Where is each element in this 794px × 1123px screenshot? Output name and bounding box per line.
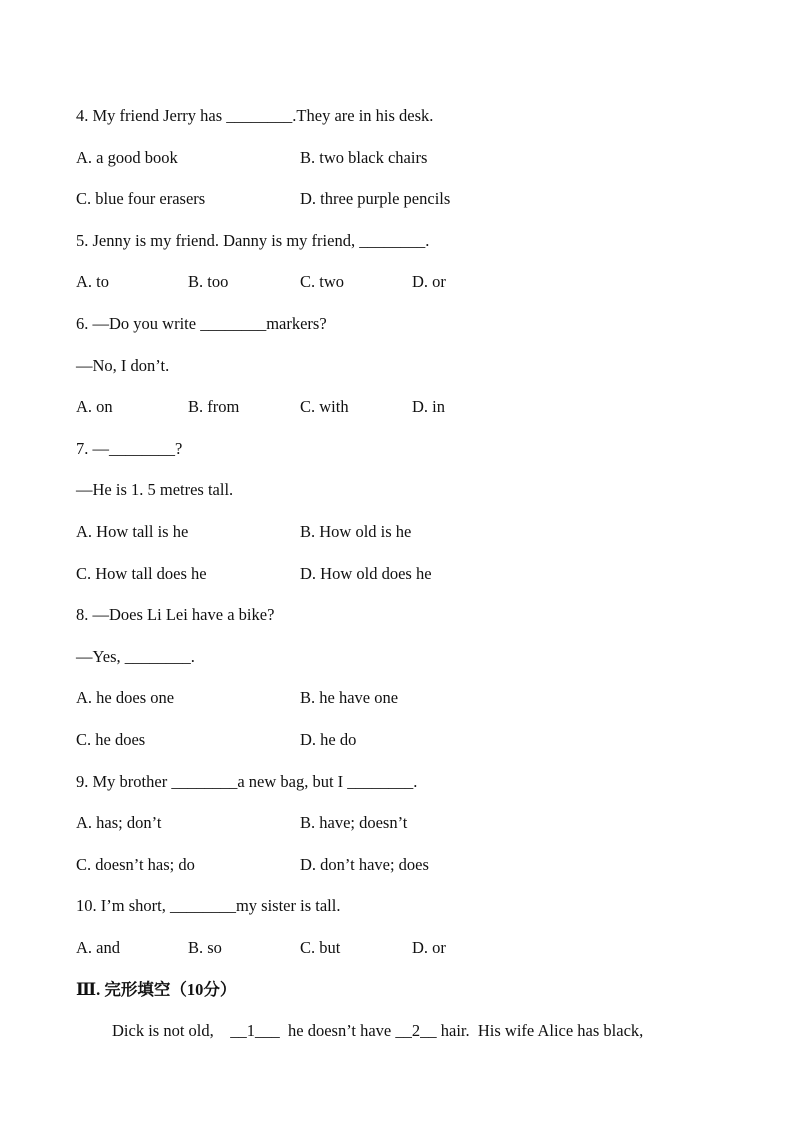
question-8-option-b: B. he have one bbox=[300, 688, 399, 707]
question-7-answer-line: —He is 1. 5 metres tall. bbox=[76, 480, 234, 499]
question-6-option-d: D. in bbox=[412, 397, 445, 416]
question-4-option-d: D. three purple pencils bbox=[300, 189, 451, 208]
question-8-option-c: C. he does bbox=[76, 730, 146, 749]
question-5-stem: 5. Jenny is my friend. Danny is my friend, ________. bbox=[76, 231, 430, 250]
question-6-option-c: C. with bbox=[300, 397, 349, 416]
question-9-stem: 9. My brother ________a new bag, but I ________. bbox=[76, 772, 418, 791]
question-10-option-c: C. but bbox=[300, 938, 341, 957]
question-9-option-a: A. has; don’t bbox=[76, 813, 162, 832]
question-9-option-d: D. don’t have; does bbox=[300, 855, 429, 874]
question-7-option-d: D. How old does he bbox=[300, 564, 432, 583]
question-10-option-a: A. and bbox=[76, 938, 120, 957]
question-5-option-b: B. too bbox=[188, 272, 229, 291]
question-4-option-a: A. a good book bbox=[76, 148, 178, 167]
question-5-option-c: C. two bbox=[300, 272, 345, 291]
question-9-option-b: B. have; doesn’t bbox=[300, 813, 408, 832]
question-8-option-d: D. he do bbox=[300, 730, 357, 749]
question-4-stem: 4. My friend Jerry has ________.They are in his desk. bbox=[76, 106, 434, 125]
question-6-stem: 6. —Do you write ________markers? bbox=[76, 314, 327, 333]
question-8-stem: 8. —Does Li Lei have a bike? bbox=[76, 605, 275, 624]
question-6-option-a: A. on bbox=[76, 397, 113, 416]
question-7-option-b: B. How old is he bbox=[300, 522, 412, 541]
question-9-option-c: C. doesn’t has; do bbox=[76, 855, 195, 874]
cloze-paragraph: Dick is not old, __1___ he doesn’t have __2__ hair. His wife Alice has black, bbox=[112, 1021, 644, 1040]
section-heading: Ⅲ. 完形填空（10分） bbox=[76, 980, 237, 999]
question-10-option-d: D. or bbox=[412, 938, 446, 957]
question-7-option-a: A. How tall is he bbox=[76, 522, 189, 541]
question-10-stem: 10. I’m short, ________my sister is tall. bbox=[76, 896, 341, 915]
question-8-option-a: A. he does one bbox=[76, 688, 175, 707]
question-6-answer-line: —No, I don’t. bbox=[76, 356, 170, 375]
question-4-option-c: C. blue four erasers bbox=[76, 189, 206, 208]
question-7-stem: 7. —________? bbox=[76, 439, 183, 458]
question-5-option-a: A. to bbox=[76, 272, 109, 291]
question-4-option-b: B. two black chairs bbox=[300, 148, 428, 167]
question-8-answer-line: —Yes, ________. bbox=[76, 647, 195, 666]
question-5-option-d: D. or bbox=[412, 272, 446, 291]
question-6-option-b: B. from bbox=[188, 397, 240, 416]
question-10-option-b: B. so bbox=[188, 938, 222, 957]
question-7-option-c: C. How tall does he bbox=[76, 564, 207, 583]
